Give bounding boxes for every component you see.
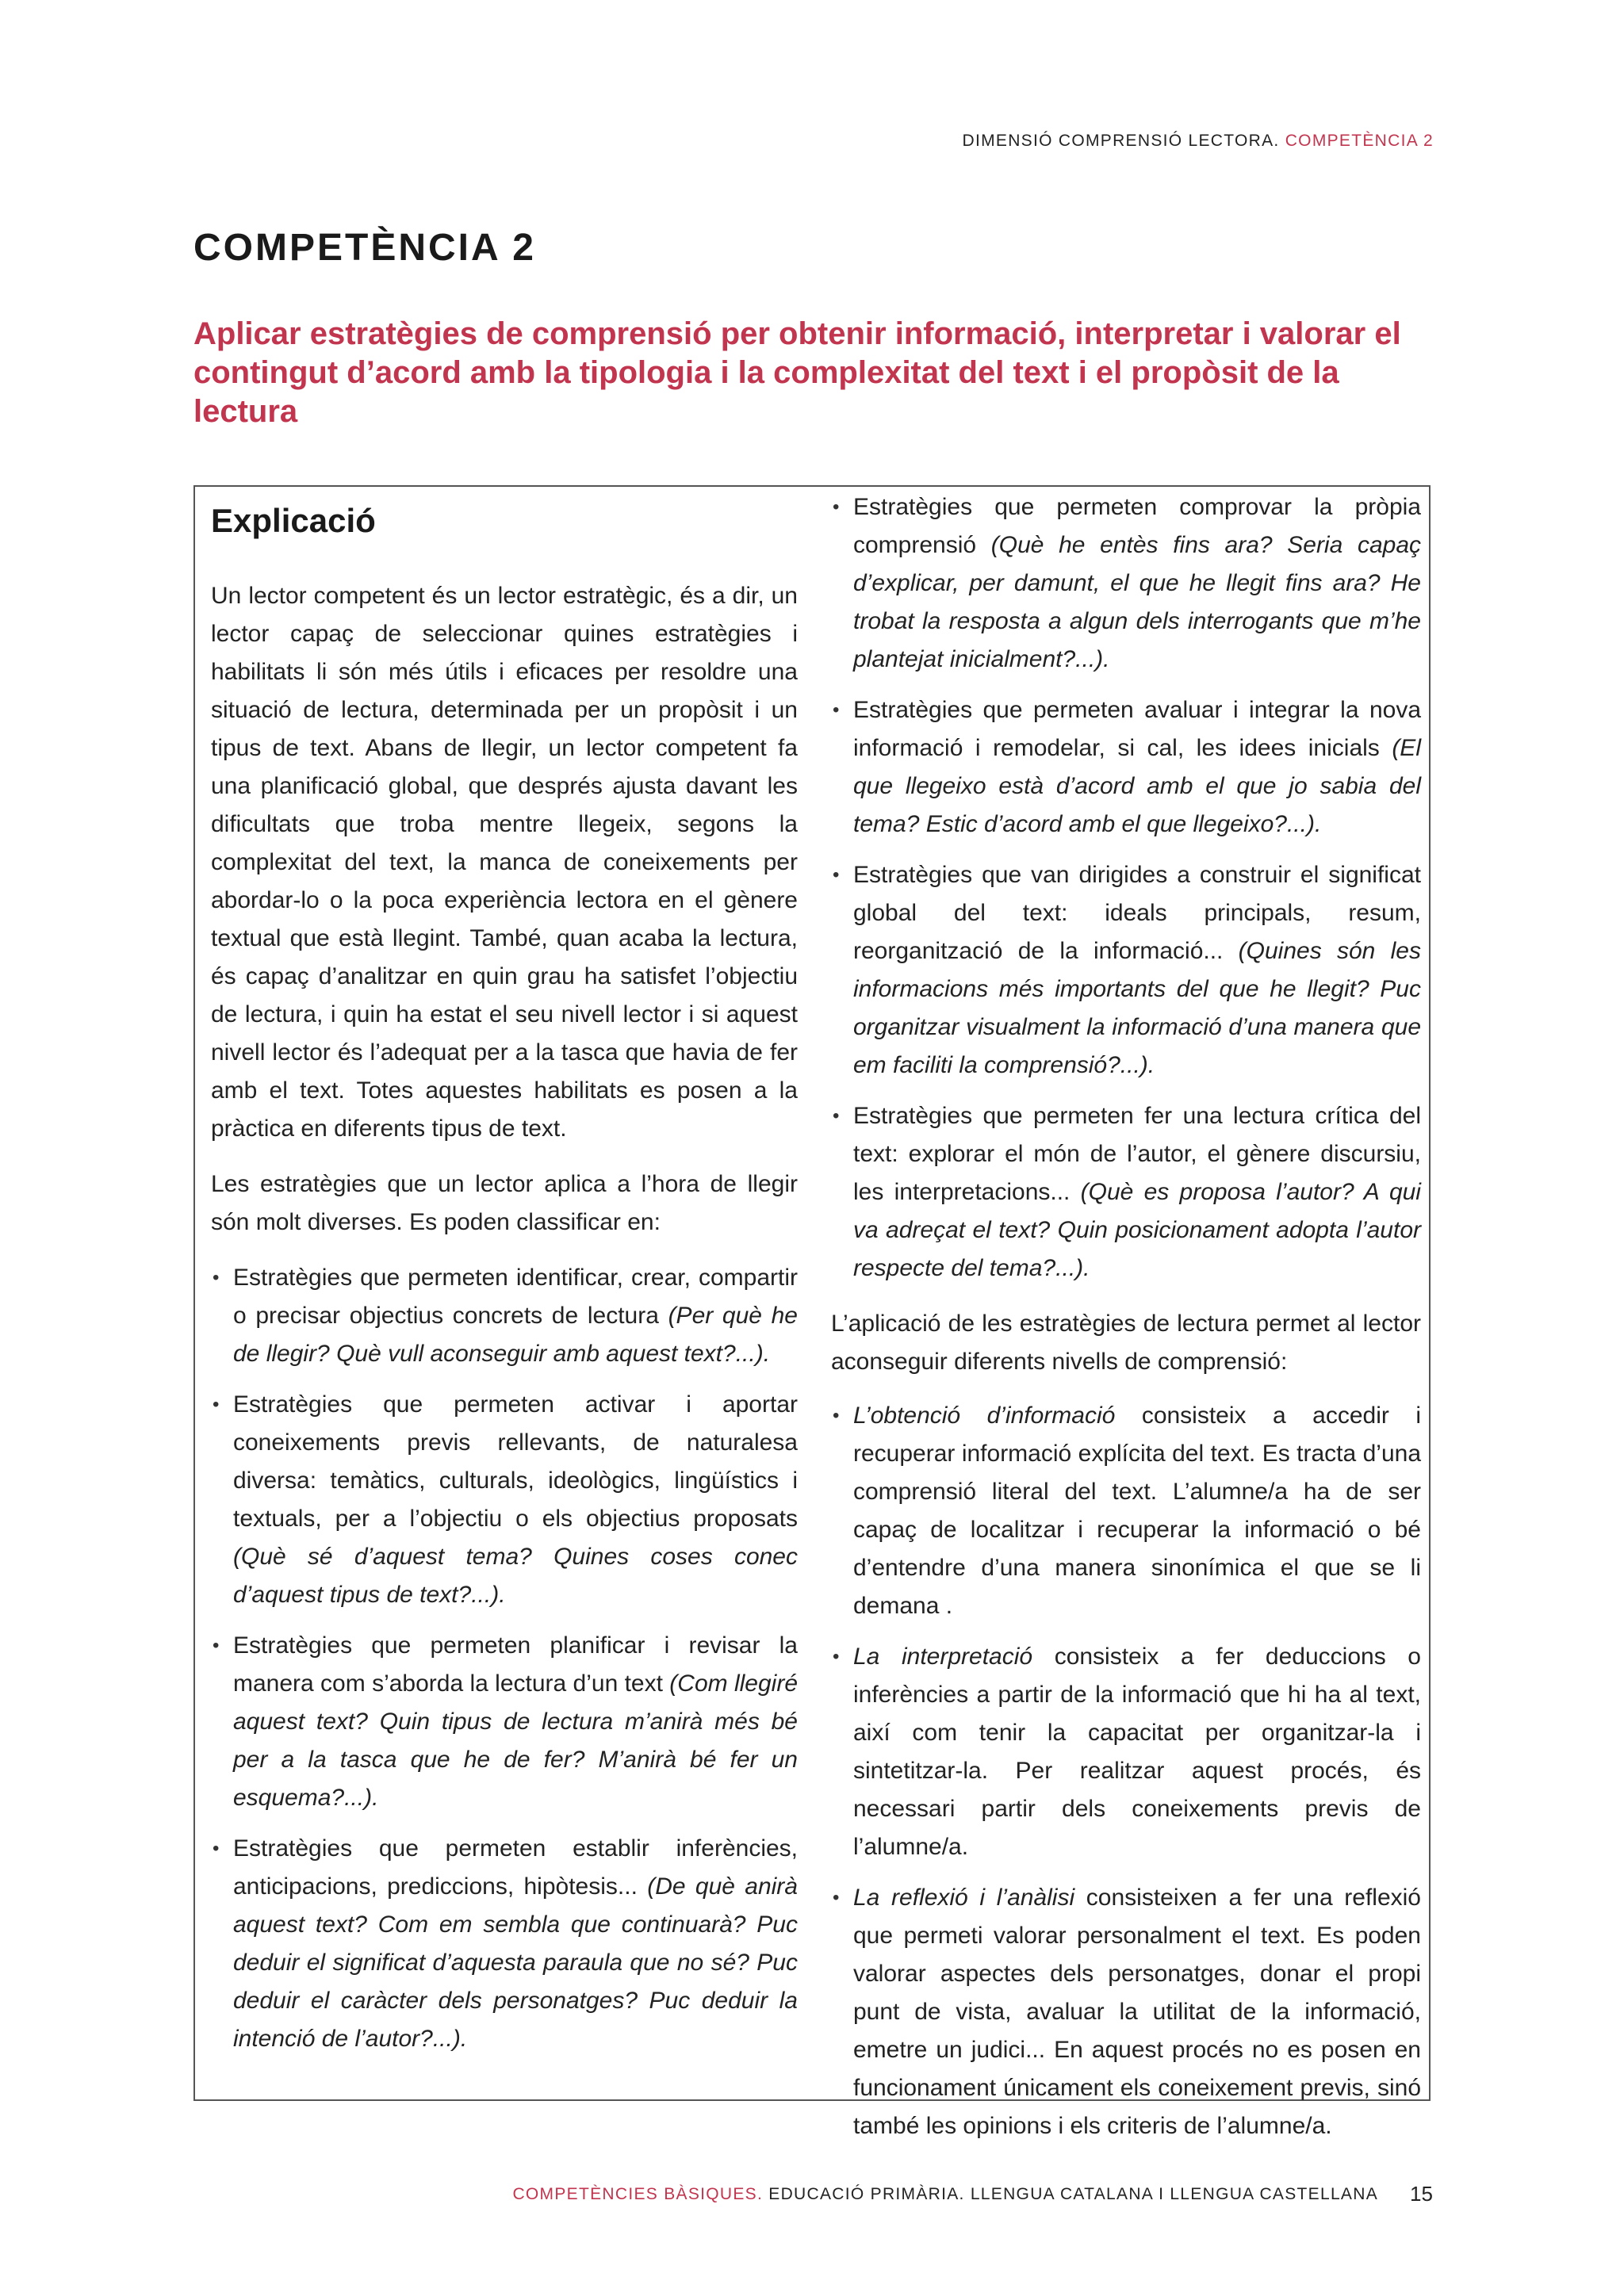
levels-list [831,1397,1421,2145]
list-item: • La interpretació consisteix a fer deduccions o inferències a partir de la informació que hi ha al text, així com tenir la capacitat per organitzar-la i sintetitzar-la. Per realitzar aquest procés, és necessari partir dels coneixements previs de l’alumne/a. [831,1638,1421,1866]
box-heading: Explicació [211,502,376,539]
classify-paragraph: Les estratègies que un lector aplica a l’hora de llegir són molt diverses. Es poden classificar en: [211,1171,798,1235]
page-title: COMPETÈNCIA 2 [193,227,536,269]
left-column [211,487,798,2058]
list-item: • Estratègies que van dirigides a construir el significat global del text: ideals principals, resum, reorganització de la informació... (Quines són les informacions més importants del que he llegit? Puc organitzar visualment la informació d’una manera que em faciliti la comprensió?...). [831,856,1421,1085]
explanation-box [193,485,1431,2139]
running-footer [0,2185,1378,2204]
footer-subject: EDUCACIÓ PRIMÀRIA. LLENGUA CATALANA I LLENGUA CASTELLANA [768,2185,1378,2203]
list-item: • Estratègies que permeten planificar i revisar la manera com s’aborda la lectura d’un text (Com llegiré aquest text? Quin tipus de lectura m’anirà més bé per a la tasca que he de fer? M’anirà bé fer un esquema?...). [211,1627,798,1817]
strategies-list-right [831,488,1421,1288]
strategies-list-left [211,1259,798,2058]
running-header [963,132,1434,151]
list-item: • La reflexió i l’anàlisi consisteixen a fer una reflexió que permeti valorar personalment el text. Es poden valorar aspectes dels personatges, donar el propi punt de vista, avaluar la utilitat de la informació, emetre un judici... En aquest procés no es posen en funcionament únicament els coneixement previs, sinó també les opinions i els criteris de l’alumne/a. [831,1879,1421,2145]
list-item: • Estratègies que permeten fer una lectura crítica del text: explorar el món de l’autor, el gènere discursiu, les interpretacions... (Què es proposa l’autor? A qui va adreçat el text? Quin posicionament adopta l’autor respecte del tema?...). [831,1097,1421,1288]
list-item: • Estratègies que permeten comprovar la pròpia comprensió (Què he entès fins ara? Seria capaç d’explicar, per damunt, el que he llegit fins ara? He trobat la resposta a algun dels interrogants que m’he plantejat inicialment?...). [831,488,1421,679]
levels-intro: L’aplicació de les estratègies de lectura permet al lector aconseguir diferents nivells de comprensió: [831,1311,1421,1375]
right-column [831,487,1421,2145]
list-item: • Estratègies que permeten identificar, crear, compartir o precisar objectius concrets de lectura (Per què he de llegir? Què vull aconseguir amb aquest text?...). [211,1259,798,1373]
list-item: • L’obtenció d’informació consisteix a accedir i recuperar informació explícita del text. Es tracta d’una comprensió literal del text. L’alumne/a ha de ser capaç de localitzar i recuperar la informació o bé d’entendre d’una manera sinonímica el que se li demana . [831,1397,1421,1625]
list-item: • Estratègies que permeten establir inferències, anticipacions, prediccions, hipòtesis... (De què anirà aquest text? Com em sembla que continuarà? Puc deduir el significat d’aquesta paraula que no sé? Puc deduir el caràcter dels personatges? Puc deduir la intenció de l’autor?...). [211,1830,798,2058]
footer-collection: COMPETÈNCIES BÀSIQUES. [512,2185,764,2203]
list-item: • Estratègies que permeten activar i aportar coneixements previs rellevants, de naturalesa diversa: temàtics, culturals, ideològics, lingüístics i textuals, per a l’objectiu o els objectius proposats (Què sé d’aquest tema? Quines coses conec d’aquest tipus de text?...). [211,1386,798,1614]
running-header-section: DIMENSIÓ COMPRENSIÓ LECTORA. [962,132,1280,150]
page-subtitle: Aplicar estratègies de comprensió per obtenir informació, interpretar i valorar el contingut d’acord amb la tipologia i la complexitat del text i el propòsit de la lectura [193,316,1401,429]
intro-paragraph: Un lector competent és un lector estratègic, és a dir, un lector capaç de seleccionar quines estratègies i habilitats li són més útils i eficaces per resoldre una situació de lectura, determinada per un propòsit i un tipus de text. Abans de llegir, un lector competent fa una planificació global, que després ajusta davant les dificultats que troba mentre llegeix, segons la complexitat del text, la manca de coneixements per abordar-lo o la poca experiència lectora en el gènere textual que està llegint. També, quan acaba la lectura, és capaç d’analitzar en quin grau ha satisfet l’objectiu de lectura, i quin ha estat el seu nivell lector i si aquest nivell lector és l’adequat per a la tasca que havia de fer amb el text. Totes aquestes habilitats es posen a la pràctica en diferents tipus de text. [211,583,798,1142]
list-item: • Estratègies que permeten avaluar i integrar la nova informació i remodelar, si cal, les idees inicials (El que llegeixo està d’acord amb el que jo sabia del tema? Estic d’acord amb el que llegeixo?...). [831,691,1421,844]
running-header-subsection: COMPETÈNCIA 2 [1285,132,1434,150]
page-number: 15 [1410,2182,1433,2206]
